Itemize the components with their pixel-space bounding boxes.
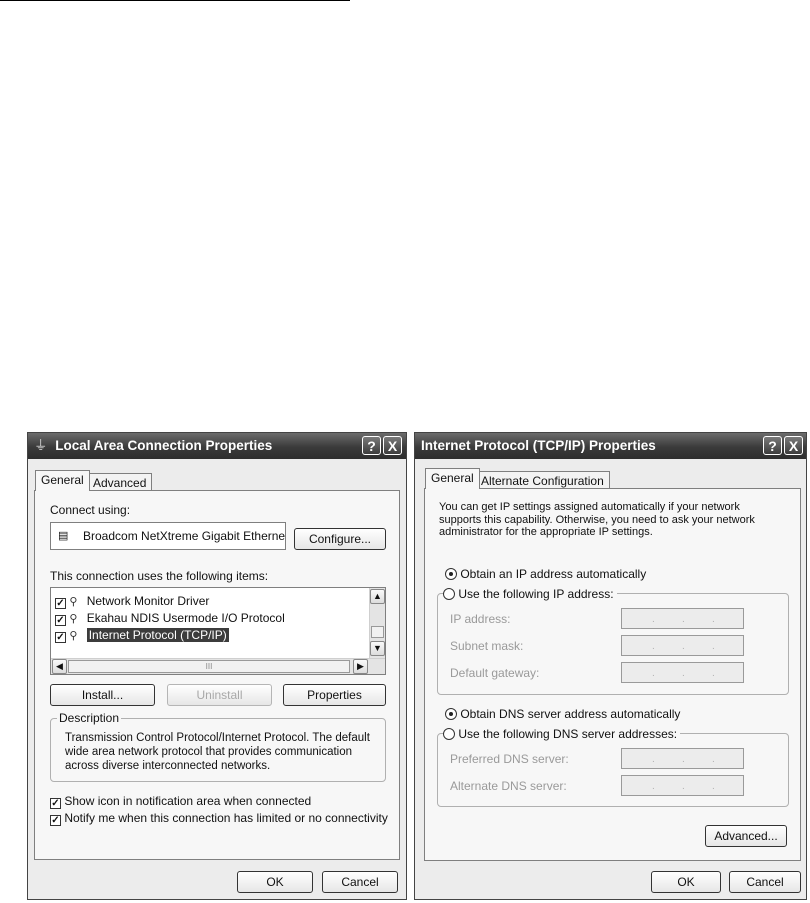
cancel-button[interactable]: Cancel <box>322 871 398 893</box>
tab-alternate-configuration[interactable]: Alternate Configuration <box>475 471 610 489</box>
horizontal-rule <box>0 0 350 1</box>
notify-label: Notify me when this connection has limited or no connectivity <box>64 811 388 825</box>
subnet-mask-label: Subnet mask: <box>450 639 524 653</box>
obtain-dns-radio[interactable] <box>445 708 457 720</box>
general-panel <box>34 490 400 860</box>
protocol-icon: ⚲ <box>69 630 78 642</box>
description-legend: Description <box>59 711 120 725</box>
connect-using-label: Connect using: <box>50 503 131 517</box>
cancel-button[interactable]: Cancel <box>729 871 801 893</box>
obtain-dns-label: Obtain DNS server address automatically <box>460 707 681 721</box>
scroll-up-button[interactable]: ▲ <box>370 589 385 604</box>
use-dns-option[interactable] <box>443 726 680 741</box>
title-bar[interactable] <box>415 433 806 459</box>
item-checkbox[interactable]: ✓ <box>56 632 65 643</box>
show-icon-option[interactable] <box>50 794 311 808</box>
obtain-ip-label: Obtain an IP address automatically <box>460 567 647 581</box>
close-button[interactable]: X <box>784 436 803 455</box>
dialog-title: Internet Protocol (TCP/IP) Properties <box>421 438 656 453</box>
alternate-dns-input[interactable]: . . . <box>621 775 744 796</box>
hscroll-thumb[interactable]: III <box>68 660 350 673</box>
use-ip-radio[interactable] <box>443 588 455 600</box>
scroll-down-button[interactable]: ▼ <box>370 641 385 656</box>
ok-button[interactable]: OK <box>237 871 313 893</box>
protocol-icon: ⚲ <box>69 613 78 625</box>
ok-button[interactable]: OK <box>651 871 721 893</box>
list-item[interactable] <box>55 611 285 625</box>
item-checkbox[interactable]: ✓ <box>56 615 65 626</box>
list-item[interactable] <box>55 594 209 608</box>
dialog-title: Local Area Connection Properties <box>55 438 273 453</box>
help-button[interactable]: ? <box>763 436 782 455</box>
item-label-selected: Internet Protocol (TCP/IP) <box>88 628 227 642</box>
close-button[interactable]: X <box>383 436 402 455</box>
list-item[interactable] <box>55 628 229 642</box>
help-button[interactable]: ? <box>362 436 381 455</box>
show-icon-label: Show icon in notification area when connected <box>64 794 312 808</box>
advanced-button[interactable]: Advanced... <box>705 825 787 847</box>
general-panel <box>424 488 801 861</box>
obtain-ip-radio[interactable] <box>445 568 457 580</box>
horizontal-scrollbar[interactable] <box>51 658 385 674</box>
notify-option[interactable] <box>50 811 388 825</box>
description-group <box>50 718 386 782</box>
uninstall-button[interactable]: Uninstall <box>167 684 272 706</box>
description-text: Transmission Control Protocol/Internet Protocol. The default wide area network protocol that provides communication across diverse interconnected networks. <box>65 732 370 772</box>
default-gateway-input[interactable]: . . . <box>621 662 744 683</box>
preferred-dns-label: Preferred DNS server: <box>450 752 569 766</box>
use-dns-radio[interactable] <box>443 728 455 740</box>
ip-address-input[interactable]: . . . <box>621 608 744 629</box>
tab-general[interactable]: General <box>35 470 90 491</box>
show-icon-checkbox[interactable]: ✓ <box>51 798 60 809</box>
title-bar[interactable] <box>28 433 406 459</box>
tab-general[interactable]: General <box>425 468 480 489</box>
install-button[interactable]: Install... <box>50 684 155 706</box>
alternate-dns-label: Alternate DNS server: <box>450 779 567 793</box>
network-icon: ⏚ <box>34 438 48 453</box>
use-ip-label: Use the following IP address: <box>458 587 614 601</box>
scroll-right-button[interactable]: ▶ <box>353 659 368 674</box>
obtain-dns-option[interactable] <box>445 706 680 721</box>
configure-button[interactable]: Configure... <box>294 528 386 550</box>
default-gateway-label: Default gateway: <box>450 666 540 680</box>
tab-advanced[interactable]: Advanced <box>87 473 152 491</box>
items-label: This connection uses the following items: <box>50 569 269 583</box>
item-label: Network Monitor Driver <box>86 594 210 608</box>
adapter-name: Broadcom NetXtreme Gigabit Etherne <box>83 529 286 543</box>
vertical-scrollbar[interactable] <box>369 588 385 658</box>
obtain-ip-option[interactable] <box>445 566 646 581</box>
items-list <box>50 587 386 675</box>
network-card-icon: ▤ <box>58 530 69 542</box>
intro-text: You can get IP settings assigned automatically if your network supports this capability. Otherwise, you need to ask your network administrator for the appropriate IP settings. <box>439 501 755 538</box>
notify-checkbox[interactable]: ✓ <box>51 815 60 826</box>
ip-address-label: IP address: <box>450 612 511 626</box>
use-dns-label: Use the following DNS server addresses: <box>458 727 678 741</box>
preferred-dns-input[interactable]: . . . <box>621 748 744 769</box>
ip-address-group <box>437 593 789 695</box>
use-ip-option[interactable] <box>443 586 617 601</box>
item-checkbox[interactable]: ✓ <box>56 598 65 609</box>
scroll-thumb[interactable] <box>371 626 384 638</box>
local-area-connection-dialog <box>27 432 407 900</box>
protocol-icon: ⚲ <box>69 596 78 608</box>
tcpip-properties-dialog <box>414 432 807 900</box>
item-label: Ekahau NDIS Usermode I/O Protocol <box>86 611 285 625</box>
subnet-mask-input[interactable]: . . . <box>621 635 744 656</box>
scroll-left-button[interactable]: ◀ <box>52 659 67 674</box>
dns-group <box>437 733 789 807</box>
properties-button[interactable]: Properties <box>283 684 386 706</box>
adapter-field <box>50 522 286 550</box>
